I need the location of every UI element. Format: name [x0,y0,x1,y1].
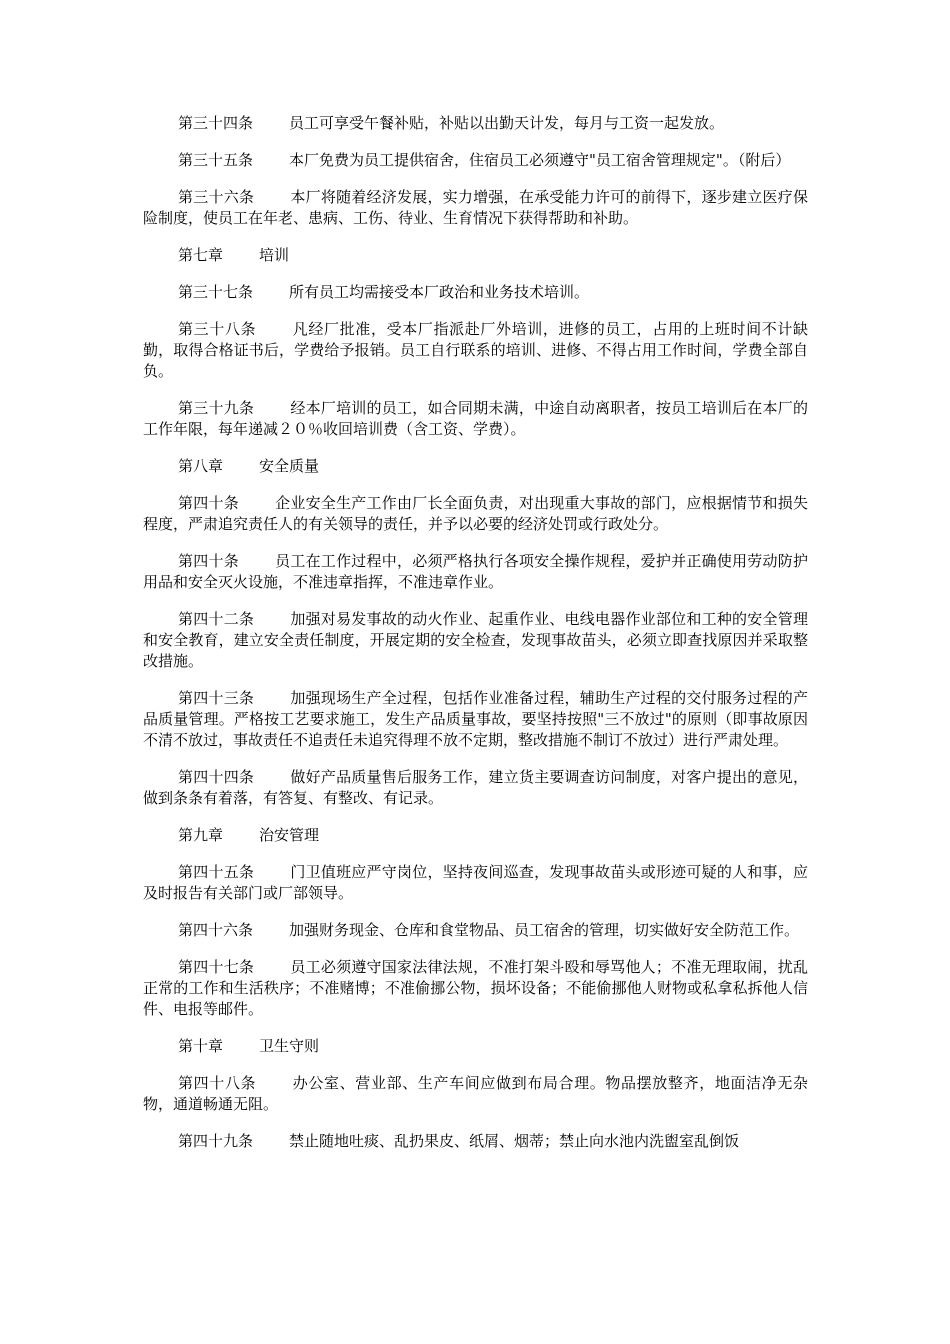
chapter-7-heading [143,245,808,266]
article-text: 加强财务现金、仓库和食堂物品、员工宿舍的管理，切实做好安全防范工作。 [289,921,800,939]
article-label: 第三十五条 [178,151,254,169]
article-label: 第四十二条 [178,610,255,628]
article-43 [143,688,808,751]
article-label: 第四十八条 [178,1074,257,1092]
article-text: 办公室、营业部、生产车间应做到布局合理。物品摆放整齐，地面洁净无杂物，通道畅通无阻。 [143,1074,808,1113]
chapter-9-heading [143,825,808,846]
article-49 [143,1131,808,1152]
chapter-title: 治安管理 [259,826,320,844]
chapter-label: 第八章 [178,457,224,475]
article-41 [143,551,808,593]
article-text: 经本厂培训的员工，如合同期未满，中途自动离职者，按员工培训后在本厂的工作年限，每年递减２０％收回培训费（含工资、学费）。 [143,399,808,438]
article-label: 第三十六条 [178,188,255,206]
article-46 [143,920,808,941]
article-36 [143,187,808,229]
article-text: 门卫值班应严守岗位，坚持夜间巡查，发现事故苗头或形迹可疑的人和事，应及时报告有关部门或厂部领导。 [143,863,808,902]
article-label: 第四十五条 [178,863,255,881]
article-47 [143,957,808,1020]
chapter-title: 培训 [259,246,290,264]
article-38 [143,319,808,382]
article-label: 第四十条 [178,494,239,512]
chapter-label: 第九章 [178,826,224,844]
document-page [143,113,808,1168]
article-42 [143,609,808,672]
article-45 [143,862,808,904]
article-40 [143,493,808,535]
article-label: 第四十九条 [178,1132,254,1150]
chapter-8-heading [143,456,808,477]
chapter-10-heading [143,1036,808,1057]
article-label: 第三十九条 [178,399,255,417]
article-48 [143,1073,808,1115]
article-text: 本厂将随着经济发展，实力增强，在承受能力许可的前得下，逐步建立医疗保险制度，使员工在年老、患病、工伤、待业、生育情况下获得帮助和补助。 [143,188,808,227]
article-label: 第四十六条 [178,921,254,939]
article-text: 企业安全生产工作由厂长全面负责，对出现重大事故的部门，应根据情节和损失程度，严肃追究责任人的有关领导的责任，并予以必要的经济处罚或行政处分。 [143,494,808,533]
article-text: 员工必须遵守国家法律法规，不准打架斗殴和辱骂他人；不准无理取闹，扰乱正常的工作和生活秩序；不准赌博；不准偷挪公物，损坏设备；不能偷挪他人财物或私拿私拆他人信件、电报等邮件。 [143,958,808,1018]
chapter-title: 卫生守则 [259,1037,320,1055]
article-label: 第四十四条 [178,768,255,786]
article-text: 所有员工均需接受本厂政治和业务技术培训。 [289,283,590,301]
article-label: 第四十七条 [178,958,255,976]
article-text: 禁止随地吐痰、乱扔果皮、纸屑、烟蒂；禁止向水池内洗盥室乱倒饭 [289,1132,740,1150]
article-text: 加强现场生产全过程，包括作业准备过程，辅助生产过程的交付服务过程的产品质量管理。严格按工艺要求施工，发生产品质量事故，要坚持按照"三不放过"的原则（即事故原因不清不放过，事故责任不追责任未追究得理不放不定期，整改措施不制订不放过）进行严肃处理。 [143,689,808,749]
article-label: 第四十三条 [178,689,255,707]
article-label: 第三十七条 [178,283,254,301]
article-39 [143,398,808,440]
article-label: 第三十八条 [178,320,257,338]
article-44 [143,767,808,809]
article-text: 做好产品质量售后服务工作，建立货主要调查访问制度，对客户提出的意见，做到条条有着落，有答复、有整改、有记录。 [143,768,808,807]
chapter-label: 第十章 [178,1037,224,1055]
article-text: 员工在工作过程中，必须严格执行各项安全操作规程，爱护并正确使用劳动防护用品和安全灭火设施，不准违章指挥，不准违章作业。 [143,552,808,591]
article-35 [143,150,808,171]
article-label: 第三十四条 [178,114,254,132]
article-34 [143,113,808,134]
article-37 [143,282,808,303]
chapter-title: 安全质量 [259,457,320,475]
article-text: 凡经厂批准，受本厂指派赴厂外培训，进修的员工，占用的上班时间不计缺勤，取得合格证书后，学费给予报销。员工自行联系的培训、进修、不得占用工作时间，学费全部自负。 [143,320,808,380]
article-label: 第四十条 [178,552,239,570]
article-text: 员工可享受午餐补贴，补贴以出勤天计发，每月与工资一起发放。 [289,114,725,132]
chapter-label: 第七章 [178,246,224,264]
article-text: 加强对易发事故的动火作业、起重作业、电线电器作业部位和工种的安全管理和安全教育，建立安全责任制度，开展定期的安全检查，发现事故苗头，必须立即查找原因并采取整改措施。 [143,610,808,670]
article-text: 本厂免费为员工提供宿舍，住宿员工必须遵守"员工宿舍管理规定"。（附后） [289,151,791,169]
